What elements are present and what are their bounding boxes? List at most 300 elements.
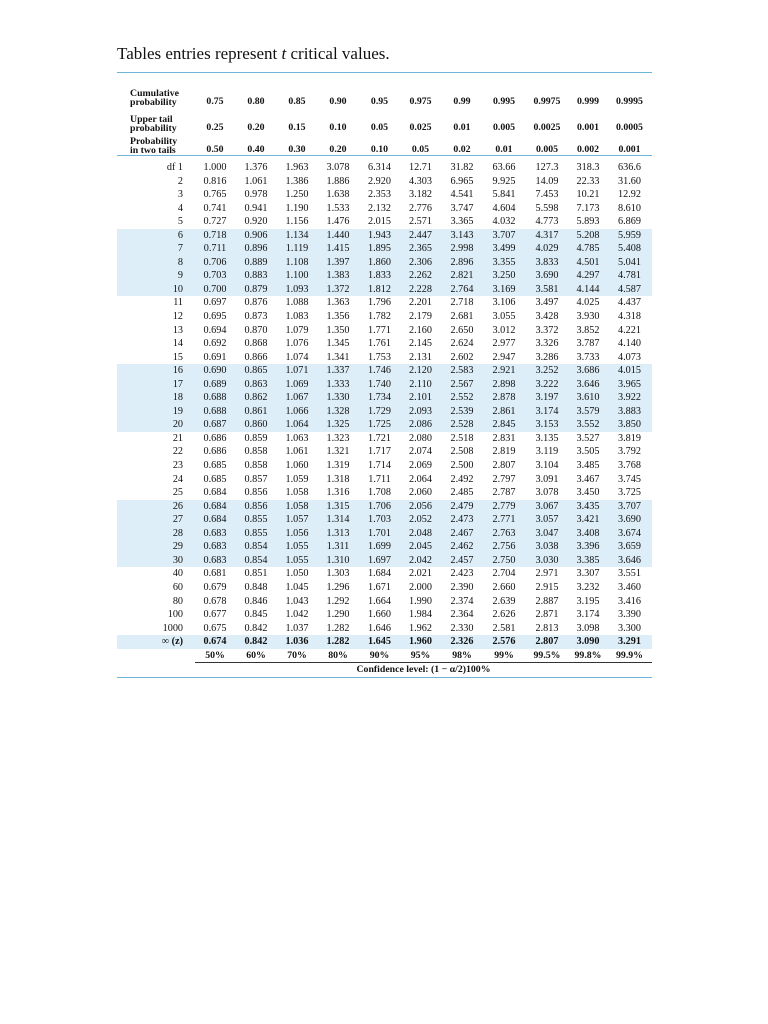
table-cell: 1.476 — [326, 216, 350, 228]
table-cell: 2.500 — [450, 460, 474, 472]
table-cell: 6.965 — [450, 175, 474, 187]
z-row — [117, 635, 652, 649]
table-cell: 1.088 — [285, 297, 309, 309]
table-cell: 3.143 — [441, 229, 483, 243]
table-cell: 7.173 — [576, 202, 600, 214]
table-cell: 2.807 — [492, 460, 516, 472]
table-cell: 2.179 — [409, 311, 432, 323]
table-cell: 1.812 — [359, 283, 400, 297]
table-cell: 2.898 — [483, 378, 525, 392]
table-cell: 2.660 — [492, 581, 516, 593]
table-cell: 3.078 — [326, 162, 350, 173]
page-title: Tables entries represent t critical values. — [117, 44, 390, 63]
table-cell: 1.397 — [317, 256, 359, 270]
table-cell: 0.860 — [235, 418, 277, 432]
table-cell: 1.717 — [368, 446, 391, 458]
table-cell: 1.045 — [285, 581, 309, 593]
table-cell: 1.321 — [326, 446, 350, 458]
table-cell: 2.262 — [400, 269, 441, 283]
table-row — [117, 215, 652, 229]
table-cell: 0.703 — [195, 269, 235, 283]
table-cell: 3.552 — [569, 418, 607, 432]
table-cell: 63.66 — [492, 162, 516, 173]
header-cumulative-value: 0.995 — [492, 96, 516, 107]
table-cell: 1.984 — [409, 609, 432, 621]
table-row — [117, 500, 652, 514]
table-cell: 1.761 — [368, 338, 391, 350]
table-cell: 2.365 — [400, 242, 441, 256]
table-cell: 3.485 — [576, 460, 600, 472]
table-cell: 3.551 — [618, 568, 641, 580]
table-cell: 0.862 — [235, 391, 277, 405]
table-row — [117, 269, 652, 283]
table-cell: 2.462 — [441, 540, 483, 554]
table-cell: 4.297 — [569, 269, 607, 283]
df-label: 30 — [117, 554, 195, 568]
table-cell: 5.208 — [569, 229, 607, 243]
table-cell: 0.711 — [195, 242, 235, 256]
table-cell: 4.317 — [525, 229, 569, 243]
table-cell: 0.978 — [244, 189, 268, 201]
table-row — [117, 527, 652, 541]
table-cell: 2.353 — [368, 189, 391, 201]
table-cell: 2.756 — [483, 540, 525, 554]
table-cell: 2.015 — [368, 216, 391, 228]
table-cell: 3.883 — [607, 405, 652, 419]
table-cell: 0.679 — [203, 581, 227, 593]
table-cell: 0.873 — [244, 311, 268, 323]
header-upper-value: 0.25 — [206, 122, 224, 133]
table-cell: 2.639 — [492, 595, 516, 607]
table-cell: 2.042 — [400, 554, 441, 568]
header-cumulative-value: 0.85 — [288, 96, 306, 107]
table-row — [117, 296, 652, 310]
table-cell: 1.190 — [285, 202, 309, 214]
table-cell: 2.718 — [450, 297, 474, 309]
table-cell: 0.856 — [235, 500, 277, 514]
table-cell: 0.883 — [235, 269, 277, 283]
table-cell: 2.567 — [441, 378, 483, 392]
df-label: 25 — [172, 487, 183, 499]
table-cell: 1.782 — [368, 311, 391, 323]
table-row — [117, 364, 652, 378]
table-row — [117, 432, 652, 446]
table-cell: 2.977 — [492, 338, 516, 350]
header-two-value: 0.02 — [453, 144, 471, 155]
table-row — [117, 391, 652, 405]
table-cell: 3.792 — [618, 446, 641, 458]
table-cell: 4.025 — [576, 297, 600, 309]
table-cell: 0.694 — [203, 324, 227, 336]
header-two-value: 0.002 — [576, 144, 600, 155]
table-cell: 1.734 — [359, 391, 400, 405]
table-cell: 0.683 — [195, 540, 235, 554]
table-cell: 1.064 — [277, 418, 317, 432]
table-cell: 1.303 — [326, 568, 350, 580]
df-label: 21 — [172, 432, 183, 444]
table-cell: 2.364 — [450, 609, 474, 621]
table-cell: 1.341 — [326, 351, 350, 363]
table-cell: 6.869 — [618, 216, 641, 228]
table-cell: 0.718 — [195, 229, 235, 243]
table-cell: 2.131 — [409, 351, 432, 363]
table-cell: 1.055 — [277, 554, 317, 568]
header-cumulative-value: 0.90 — [329, 96, 347, 107]
table-cell: 5.408 — [607, 242, 652, 256]
table-cell: 0.870 — [244, 324, 268, 336]
table-cell: 6.314 — [368, 162, 391, 173]
table-cell: 0.848 — [244, 581, 268, 593]
table-cell: 0.675 — [203, 622, 227, 634]
df-label: 3 — [177, 189, 183, 201]
table-row — [117, 283, 652, 297]
table-cell: 3.119 — [535, 446, 559, 458]
table-cell: 0.876 — [244, 297, 268, 309]
table-cell: 2.052 — [400, 513, 441, 527]
table-cell: 1.701 — [359, 527, 400, 541]
table-cell: 4.541 — [450, 189, 474, 201]
table-cell: 127.3 — [535, 162, 559, 173]
table-cell: 2.021 — [409, 568, 432, 580]
table-cell: 3.055 — [492, 311, 516, 323]
header-two-value: 0.001 — [618, 144, 641, 155]
header-cumulative-value: 0.80 — [247, 96, 265, 107]
table-cell: 2.821 — [441, 269, 483, 283]
table-cell: 1.050 — [285, 568, 309, 580]
table-row — [117, 513, 652, 527]
table-cell: 3.747 — [450, 202, 474, 214]
table-cell: 3.104 — [535, 460, 559, 472]
table-cell: 4.587 — [607, 283, 652, 297]
table-cell: 2.160 — [409, 324, 432, 336]
table-cell: 1.310 — [317, 554, 359, 568]
confidence-level: 80% — [328, 649, 348, 661]
table-cell: 2.518 — [450, 432, 474, 444]
header-upper-row — [117, 107, 652, 133]
table-cell: 1.699 — [359, 540, 400, 554]
df-label: 29 — [117, 540, 195, 554]
table-cell: 4.073 — [618, 351, 641, 363]
table-cell: 1.282 — [317, 635, 359, 649]
table-cell: 1.714 — [368, 460, 391, 472]
table-cell: 4.604 — [492, 202, 516, 214]
table-cell: 1.860 — [359, 256, 400, 270]
table-cell: 3.690 — [525, 269, 569, 283]
table-body — [117, 73, 652, 662]
table-cell: 2.896 — [441, 256, 483, 270]
table-cell: 3.745 — [618, 473, 641, 485]
df-label: 28 — [117, 527, 195, 541]
header-upper-label: Upper tail probability — [130, 114, 177, 133]
table-cell: 0.845 — [244, 609, 268, 621]
df-label: 11 — [173, 297, 183, 309]
df-label: 22 — [172, 446, 183, 458]
table-cell: 3.291 — [607, 635, 652, 649]
table-cell: 1.943 — [359, 229, 400, 243]
df-label: 26 — [117, 500, 195, 514]
table-cell: 1.660 — [368, 609, 391, 621]
confidence-level: 99.9% — [616, 649, 643, 661]
table-cell: 2.831 — [492, 432, 516, 444]
table-cell: 2.552 — [441, 391, 483, 405]
table-row — [117, 459, 652, 473]
table-cell: 0.684 — [195, 500, 235, 514]
table-cell: 3.707 — [483, 229, 525, 243]
table-cell: 0.851 — [244, 568, 268, 580]
table-row — [117, 445, 652, 459]
table-cell: 1.886 — [326, 175, 350, 187]
table-cell: 3.497 — [535, 297, 559, 309]
table-cell: 1.684 — [368, 568, 391, 580]
table-cell: 0.906 — [235, 229, 277, 243]
table-cell: 3.725 — [618, 487, 641, 499]
table-row — [117, 161, 652, 175]
table-cell: 2.764 — [441, 283, 483, 297]
table-cell: 4.781 — [607, 269, 652, 283]
table-cell: 1.746 — [359, 364, 400, 378]
table-cell: 1.056 — [277, 527, 317, 541]
confidence-level: 98% — [452, 649, 472, 661]
df-label: 12 — [172, 311, 183, 323]
table-cell: 1.057 — [277, 513, 317, 527]
table-cell: 3.499 — [483, 242, 525, 256]
table-row — [117, 188, 652, 202]
table-cell: 1.282 — [326, 622, 350, 634]
table-row — [117, 242, 652, 256]
table-cell: 1.066 — [277, 405, 317, 419]
table-cell: 2.576 — [483, 635, 525, 649]
table-cell: 31.60 — [618, 175, 641, 187]
table-cell: 0.858 — [244, 446, 268, 458]
table-row — [117, 310, 652, 324]
table-cell: 3.091 — [535, 473, 559, 485]
table-cell: 3.922 — [607, 391, 652, 405]
table-cell: 9.925 — [492, 175, 516, 187]
table-cell: 3.038 — [525, 540, 569, 554]
table-cell: 2.539 — [441, 405, 483, 419]
table-cell: 3.416 — [618, 595, 641, 607]
table-cell: 0.695 — [203, 311, 227, 323]
table-cell: 5.893 — [576, 216, 600, 228]
header-upper-value: 0.01 — [453, 122, 471, 133]
table-cell: 3.819 — [618, 432, 641, 444]
table-cell: 1.440 — [317, 229, 359, 243]
table-cell: 636.6 — [618, 162, 641, 173]
table-cell: 5.841 — [492, 189, 516, 201]
table-cell: 2.492 — [450, 473, 474, 485]
table-row — [117, 351, 652, 365]
header-upper-value: 0.005 — [492, 122, 516, 133]
table-cell: 0.685 — [203, 473, 227, 485]
table-cell: 1.067 — [277, 391, 317, 405]
header-two-tails-label: Probability in two tails — [130, 136, 178, 156]
table-cell: 2.101 — [400, 391, 441, 405]
table-cell: 1.386 — [285, 175, 309, 187]
table-cell: 3.467 — [576, 473, 600, 485]
table-cell: 3.707 — [607, 500, 652, 514]
table-cell: 1.058 — [277, 500, 317, 514]
table-bottom-rule — [117, 677, 652, 678]
table-row — [117, 324, 652, 338]
table-cell: 1.328 — [317, 405, 359, 419]
confidence-level: 70% — [287, 649, 307, 661]
table-cell: 1.337 — [317, 364, 359, 378]
df-label: 20 — [117, 418, 195, 432]
table-cell: 0.688 — [195, 405, 235, 419]
table-cell: 1.083 — [285, 311, 309, 323]
table-cell: 0.941 — [244, 202, 268, 214]
header-cumulative-value: 0.75 — [206, 96, 224, 107]
table-cell: 3.326 — [535, 338, 559, 350]
table-cell: 1.646 — [368, 622, 391, 634]
table-cell: 3.372 — [535, 324, 559, 336]
table-cell: 1.296 — [326, 581, 350, 593]
table-cell: 2.787 — [492, 487, 516, 499]
table-cell: 2.508 — [450, 446, 474, 458]
table-cell: 0.861 — [235, 405, 277, 419]
table-cell: 3.078 — [535, 487, 559, 499]
table-cell: 1.960 — [400, 635, 441, 649]
table-cell: 12.71 — [409, 162, 432, 173]
table-cell: 2.776 — [409, 202, 432, 214]
table-cell: 0.879 — [235, 283, 277, 297]
table-cell: 3.787 — [576, 338, 600, 350]
table-cell: 3.174 — [525, 405, 569, 419]
table-cell: 1.725 — [359, 418, 400, 432]
table-cell: 2.819 — [492, 446, 516, 458]
header-two-tails-row — [117, 133, 652, 156]
table-row — [117, 378, 652, 392]
table-cell: 1.000 — [203, 162, 227, 173]
table-cell: 3.396 — [569, 540, 607, 554]
table-cell: 3.646 — [607, 554, 652, 568]
table-cell: 1.292 — [326, 595, 350, 607]
table-cell: 2.110 — [400, 378, 441, 392]
table-cell: 0.683 — [195, 554, 235, 568]
table-cell: 1.061 — [285, 446, 309, 458]
header-upper-value: 0.0025 — [533, 122, 561, 133]
table-cell: 4.318 — [618, 311, 641, 323]
table-cell: 1.363 — [326, 297, 350, 309]
table-cell: 1.314 — [317, 513, 359, 527]
table-cell: 1.711 — [368, 473, 391, 485]
header-cumulative-value: 0.95 — [370, 96, 389, 107]
table-cell: 2.845 — [483, 418, 525, 432]
confidence-level: 95% — [410, 649, 431, 661]
table-row — [117, 608, 652, 622]
confidence-level: 99.8% — [574, 649, 602, 661]
table-cell: 3.659 — [607, 540, 652, 554]
table-cell: 0.690 — [195, 364, 235, 378]
table-cell: 22.33 — [576, 175, 600, 187]
df-label: 100 — [167, 609, 183, 621]
header-cumulative-value: 0.9995 — [616, 96, 643, 107]
table-cell: 0.855 — [235, 527, 277, 541]
confidence-caption: Confidence level: (1 − α/2)100% — [356, 664, 491, 676]
df-label: 15 — [172, 351, 183, 363]
table-cell: 4.029 — [525, 242, 569, 256]
confidence-level: 99.5% — [533, 649, 561, 661]
table-cell: 2.423 — [450, 568, 474, 580]
table-cell: 0.889 — [235, 256, 277, 270]
table-cell: 3.833 — [525, 256, 569, 270]
header-two-value: 0.05 — [411, 144, 430, 155]
table-cell: 2.763 — [483, 527, 525, 541]
table-cell: 5.041 — [607, 256, 652, 270]
table-cell: 1.311 — [317, 540, 359, 554]
df-label: 18 — [117, 391, 195, 405]
table-cell: 3.232 — [576, 581, 600, 593]
df-label: 80 — [172, 595, 183, 607]
table-cell: 1.703 — [359, 513, 400, 527]
table-cell: 1.333 — [317, 378, 359, 392]
header-upper-value: 0.0005 — [616, 122, 643, 133]
table-cell: 1.059 — [285, 473, 309, 485]
table-cell: 1.415 — [317, 242, 359, 256]
table-cell: 3.030 — [525, 554, 569, 568]
table-cell: 3.930 — [576, 311, 600, 323]
table-cell: 0.686 — [203, 446, 227, 458]
table-cell: 3.222 — [525, 378, 569, 392]
table-cell: 2.056 — [400, 500, 441, 514]
table-cell: 1.042 — [285, 609, 309, 621]
table-cell: 4.140 — [618, 338, 641, 350]
header-cumulative-row — [117, 73, 652, 107]
table-cell: 4.303 — [409, 175, 432, 187]
table-cell: 0.674 — [195, 635, 235, 649]
table-cell: 1.315 — [317, 500, 359, 514]
table-cell: 3.450 — [576, 487, 600, 499]
table-cell: 3.174 — [576, 609, 600, 621]
df-label: 7 — [117, 242, 195, 256]
table-cell: 0.854 — [235, 540, 277, 554]
table-cell: 2.485 — [450, 487, 474, 499]
table-cell: 1.796 — [368, 297, 391, 309]
table-cell: 3.965 — [607, 378, 652, 392]
header-upper-value: 0.10 — [329, 122, 347, 133]
table-cell: 0.854 — [235, 554, 277, 568]
table-cell: 0.684 — [195, 513, 235, 527]
table-cell: 2.920 — [368, 175, 391, 187]
table-cell: 4.032 — [492, 216, 516, 228]
df-label: 27 — [117, 513, 195, 527]
table-cell: 1.316 — [326, 487, 350, 499]
table-cell: 2.048 — [400, 527, 441, 541]
table-cell: 3.057 — [525, 513, 569, 527]
table-cell: 1.323 — [326, 432, 350, 444]
table-cell: 1.356 — [326, 311, 350, 323]
table-cell: 0.727 — [203, 216, 227, 228]
table-cell: 3.250 — [483, 269, 525, 283]
table-cell: 1.664 — [368, 595, 391, 607]
table-cell: 0.678 — [203, 595, 227, 607]
table-cell: 318.3 — [576, 162, 600, 173]
table-cell: 1.060 — [285, 460, 309, 472]
table-cell: 4.437 — [618, 297, 641, 309]
df-label: 6 — [117, 229, 195, 243]
table-cell: 5.598 — [535, 202, 559, 214]
table-cell: 1.383 — [317, 269, 359, 283]
df-label: 1000 — [162, 622, 183, 634]
table-cell: 1.833 — [359, 269, 400, 283]
table-cell: 3.012 — [492, 324, 516, 336]
df-label: 5 — [177, 216, 183, 228]
header-two-value: 0.20 — [329, 144, 347, 155]
table-cell: 1.055 — [277, 540, 317, 554]
header-cumulative-value: 0.99 — [453, 96, 471, 107]
table-cell: 1.134 — [277, 229, 317, 243]
confidence-level: 60% — [246, 649, 266, 661]
